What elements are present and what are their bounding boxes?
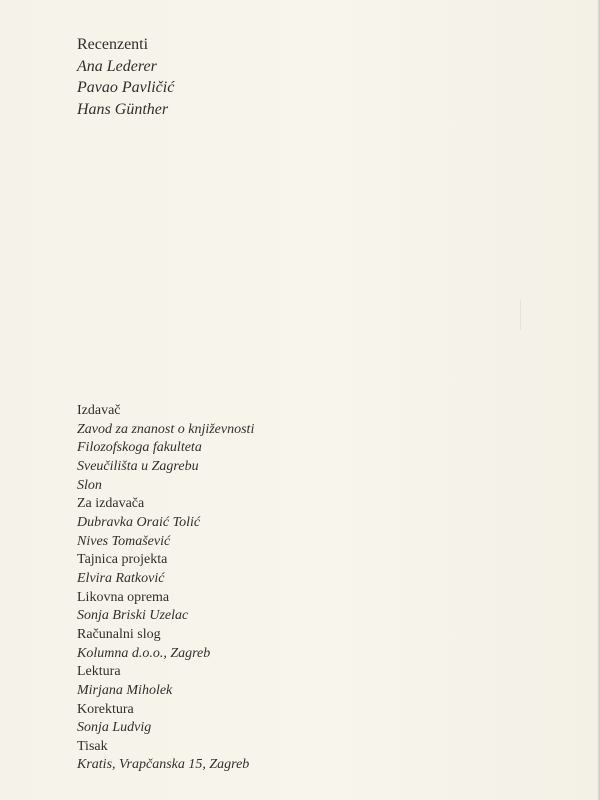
imprint-role-value: Nives Tomašević <box>77 533 171 549</box>
imprint-role-label: Korektura <box>77 701 134 717</box>
imprint-role-value: Kolumna d.o.o., Zagreb <box>77 645 211 661</box>
imprint-block <box>77 402 254 775</box>
reviewer-name: Ana Lederer <box>77 57 157 75</box>
imprint-role-value: Elvira Ratković <box>77 570 165 586</box>
reviewer-name: Pavao Pavličić <box>77 79 175 96</box>
paper-mark <box>520 300 521 330</box>
imprint-role-value: Filozofskoga fakulteta <box>77 440 202 456</box>
imprint-role-value: Kratis, Vrapčanska 15, Zagreb <box>77 757 250 773</box>
imprint-role-value: Sonja Briski Uzelac <box>77 608 189 624</box>
imprint-role-label: Izdavač <box>77 403 121 418</box>
imprint-role-value: Sonja Ludvig <box>77 720 152 736</box>
imprint-role-label: Tisak <box>77 738 108 754</box>
imprint-role-value: Slon <box>77 477 102 493</box>
imprint-role-label: Likovna oprema <box>77 589 170 605</box>
imprint-role-label: Lektura <box>77 664 121 680</box>
imprint-role-label: Računalni slog <box>77 626 161 642</box>
reviewers-heading: Recenzenti <box>77 36 149 53</box>
imprint-role-value: Dubravka Oraić Tolić <box>77 514 201 530</box>
imprint-role-label: Tajnica projekta <box>77 552 168 568</box>
imprint-role-value: Mirjana Miholek <box>77 682 173 698</box>
reviewers-block <box>77 34 174 120</box>
imprint-role-value: Sveučilišta u Zagrebu <box>77 458 199 474</box>
reviewer-name: Hans Günther <box>77 100 169 118</box>
imprint-role-label: Za izdavača <box>77 496 145 512</box>
imprint-role-value: Zavod za znanost o književnosti <box>77 421 255 437</box>
